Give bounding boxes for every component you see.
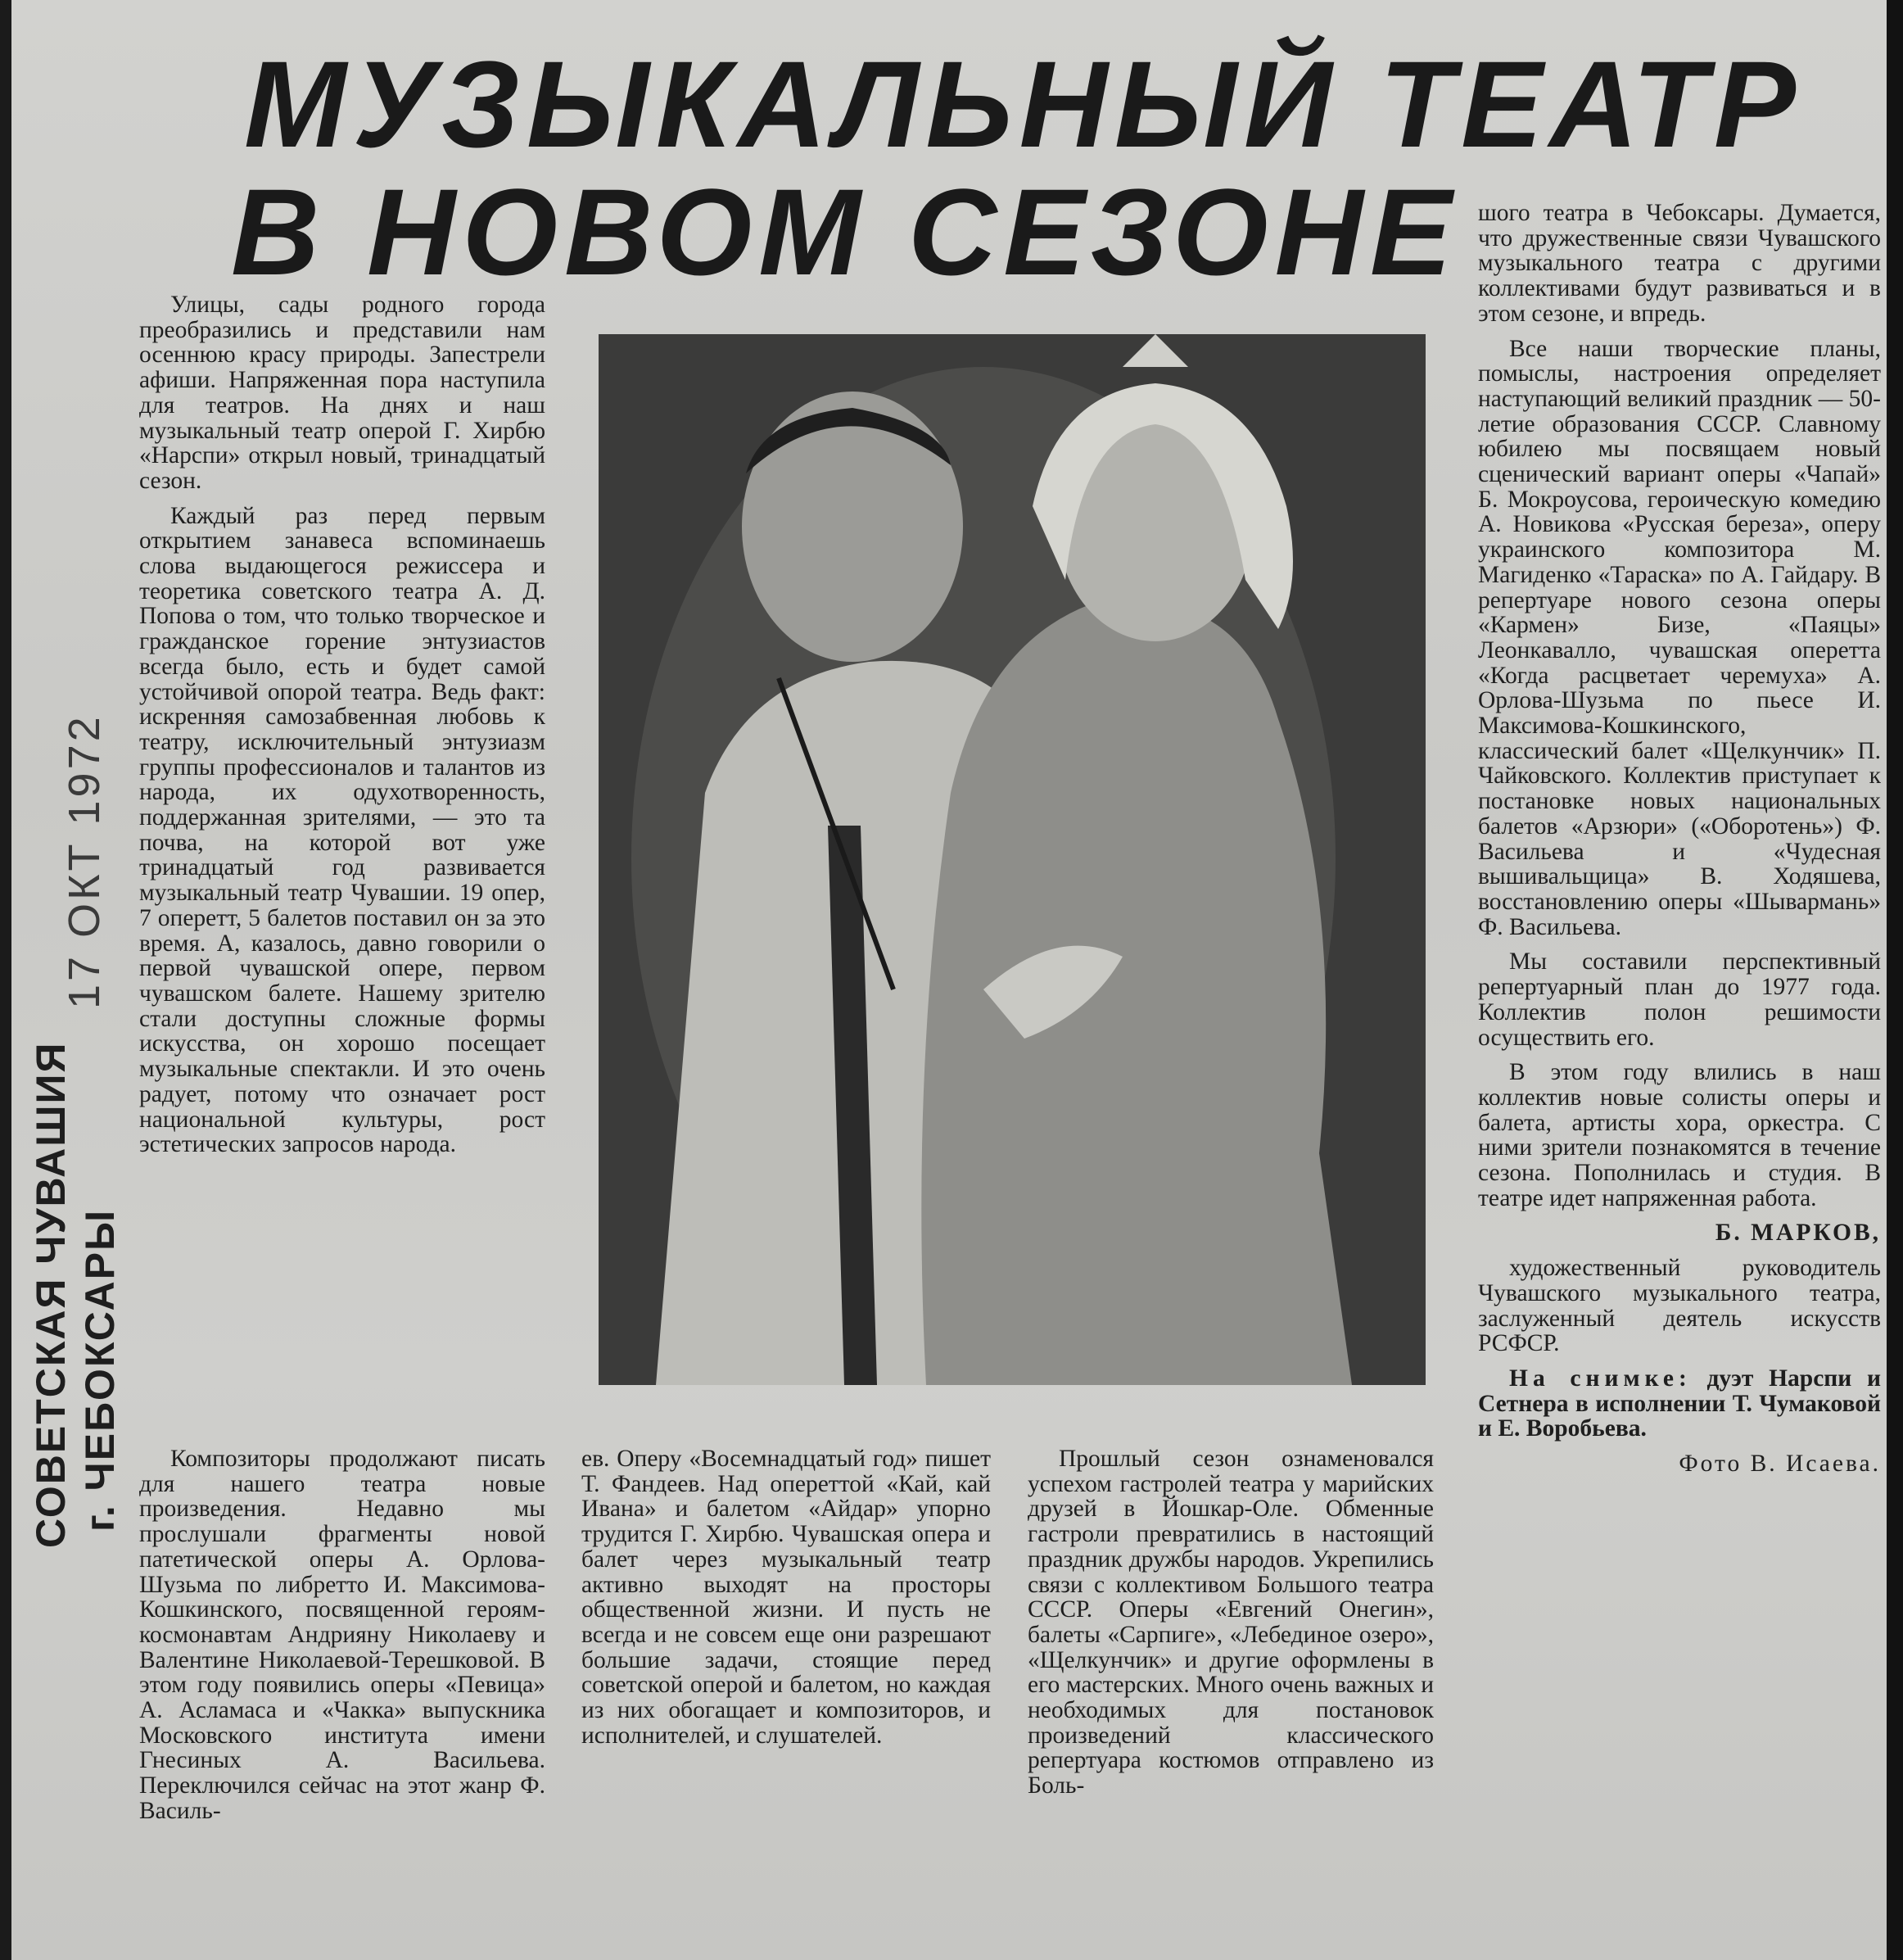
newspaper-city: г. ЧЕБОКСАРЫ	[77, 1208, 123, 1532]
article-column-4	[1478, 201, 1881, 1487]
date-stamp: 17 ОКТ 1972	[60, 713, 109, 1009]
article-column-3-bottom	[1028, 1446, 1434, 1808]
article-column-2-bottom	[581, 1446, 991, 1758]
paragraph: Каждый раз перед первым открытием занавеса вспоминаешь слова выдающегося режиссера и теоретика советского театра А. Д. Попова о том, что только творческое и гражданское горение энтузиастов всегда было, есть и будет самой устойчивой опорой театра. Ведь факт: искренняя самозабвенная любовь к театру, исключительный энтузиазм группы профессионалов и талантов из народа, их одухотворенность, поддержанная зрителями, — это та почва, на которой вот уже тринадцатый год развивается музыкальный театр Чувашии. 19 опер, 7 оперетт, 5 балетов поставил он за это время. А, казалось, давно говорили о первой чувашской опере, первом чувашском балете. Нашему зрителю стали доступны сложные формы искусства, он хорошо посещает музыкальные спектакли. И это очень радует, потому что означает рост национальной культуры, рост эстетических запросов народа.	[139, 502, 545, 1158]
caption-lead: На снимке:	[1509, 1365, 1692, 1392]
paragraph: Прошлый сезон ознаменовался успехом гастролей театра у марийских друзей в Йошкар-Оле. Обменные гастроли превратились в настоящий праздник дружбы народов. Укрепились связи с коллективом Большого театра СССР. Оперы «Евгений Онегин», балеты «Сарпиге», «Лебединое озеро», «Щелкунчик» и другие оформлены в его мастерских. Много очень важных и необходимых для постановок произведений классического репертуара костюмов отправлено из Боль-	[1028, 1446, 1434, 1799]
paragraph: В этом году влились в наш коллектив новые солисты оперы и балета, артисты хора, оркестра. С ними зрители познакомятся в течение сезона. Пополнилась и студия. В театре идет напряженная работа.	[1478, 1059, 1881, 1211]
headline-line-2: В НОВОМ СЕЗОНЕ	[231, 163, 1458, 301]
headline-line-1: МУЗЫКАЛЬНЫЙ ТЕАТР	[244, 35, 1802, 173]
paragraph: Улицы, сады родного города преобразились и представили нам осеннюю красу природы. Запестрели афиши. Напряженная пора наступила для театров. На днях и наш музыкальный театр оперой Г. Хирбю «Нарспи» открыл новый, тринадцатый сезон.	[139, 292, 545, 494]
article-column-1-bottom	[139, 1446, 545, 1834]
caption-text: дуэт Нарспи и Сетнера в исполнении Т. Чумаковой и Е. Воробьева.	[1478, 1365, 1881, 1442]
newspaper-stamp	[26, 1042, 124, 1548]
photo-credit: Фото В. Исаева.	[1679, 1451, 1881, 1478]
paragraph: Все наши творческие планы, помыслы, настроения определяет наступающий великий праздник — 50-летие образования СССР. Славному юбилею мы посвящаем новый сценический вариант оперы «Чапай» Б. Мокроусова, героическую комедию А. Новикова «Русская береза», оперу украинского композитора М. Магиденко «Тараска» по А. Гайдару. В репертуаре нового сезона оперы «Кармен» Бизе, «Паяцы» Леонкавалло, чувашская оперетта «Когда расцветает черемуха» А. Орлова-Шузьма по пьесе И. Максимова-Кошкинского, классический балет «Щелкунчик» П. Чайковского. Коллектив приступает к постановке новых национальных балетов «Арзюри» («Оборотень») Ф. Васильева и «Чудесная вышивальщица» В. Ходяшева, восстановлению оперы «Шывармань» Ф. Васильева.	[1478, 335, 1881, 940]
author-title: художественный руководитель Чувашского музыкального театра, заслуженный деятель искусств РСФСР.	[1478, 1255, 1881, 1357]
stage-photo	[599, 334, 1426, 1385]
author-name: Б. МАРКОВ,	[1715, 1220, 1881, 1247]
paragraph: Мы составили перспективный репертуарный план до 1977 года. Коллектив полон решимости осуществить его.	[1478, 948, 1881, 1051]
article-column-1	[139, 292, 545, 1167]
paragraph: ев. Оперу «Восемнадцатый год» пишет Т. Фандеев. Над опереттой «Кай, кай Ивана» и балетом «Айдар» упорно трудится Г. Хирбю. Чувашская опера и балет через музыкальный театр активно выходят на просторы общественной жизни. И пусть не всегда и не совсем еще они разрешают большие задачи, стоящие перед советской оперой и балетом, но каждая из них обогащает и композиторов, и исполнителей, и слушателей.	[581, 1446, 991, 1749]
paragraph: шого театра в Чебоксары. Думается, что дружественные связи Чувашского музыкального театра с другими коллективами будут развиваться и в этом сезоне, и впредь.	[1478, 200, 1881, 327]
scan-edge	[1887, 0, 1903, 1960]
newspaper-name: СОВЕТСКАЯ ЧУВАШИЯ	[28, 1041, 74, 1548]
paragraph: Композиторы продолжают писать для нашего театра новые произведения. Недавно мы прослушали фрагменты новой патетической оперы А. Орлова-Шузьма по либретто И. Максимова-Кошкинского, посвященной героям-космонавтам Андрияну Николаеву и Валентине Николаевой-Терешковой. В этом году появились оперы «Певица» А. Асламаса и «Чакка» выпускника Московского института имени Гнесиных А. Васильева. Переключился сейчас на этот жанр Ф. Василь-	[139, 1446, 545, 1824]
photo-caption	[1478, 1366, 1881, 1442]
